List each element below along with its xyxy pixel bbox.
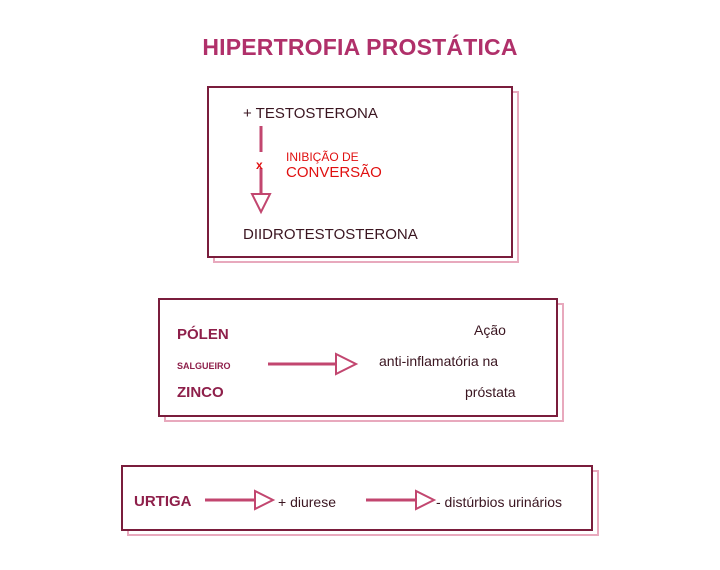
result-line2: anti-inflamatória na [379, 353, 499, 369]
testosterone-label: + TESTOSTERONA [243, 105, 378, 122]
inhibition-label-line1: INIBIÇÃO DE [286, 150, 359, 164]
dht-label: DIIDROTESTOSTERONA [243, 226, 418, 243]
source-urtiga: URTIGA [134, 493, 192, 510]
item-zinco: ZINCO [177, 384, 224, 401]
result-line3: próstata [465, 384, 516, 400]
result-line1: Ação [474, 322, 506, 338]
anti-inflammatory-arrow [266, 350, 366, 380]
item-salgueiro: SALGUEIRO [177, 361, 231, 371]
diagram-title: HIPERTROFIA PROSTÁTICA [202, 34, 518, 60]
inhibition-label-line2: CONVERSÃO [286, 164, 382, 181]
conversion-down-arrow [243, 124, 283, 224]
item-polen: PÓLEN [177, 326, 229, 343]
inhibition-mark: x [256, 158, 263, 172]
step-diuresis: + diurese [278, 494, 336, 510]
step-urinary-disorders: - distúrbios urinários [436, 494, 563, 510]
